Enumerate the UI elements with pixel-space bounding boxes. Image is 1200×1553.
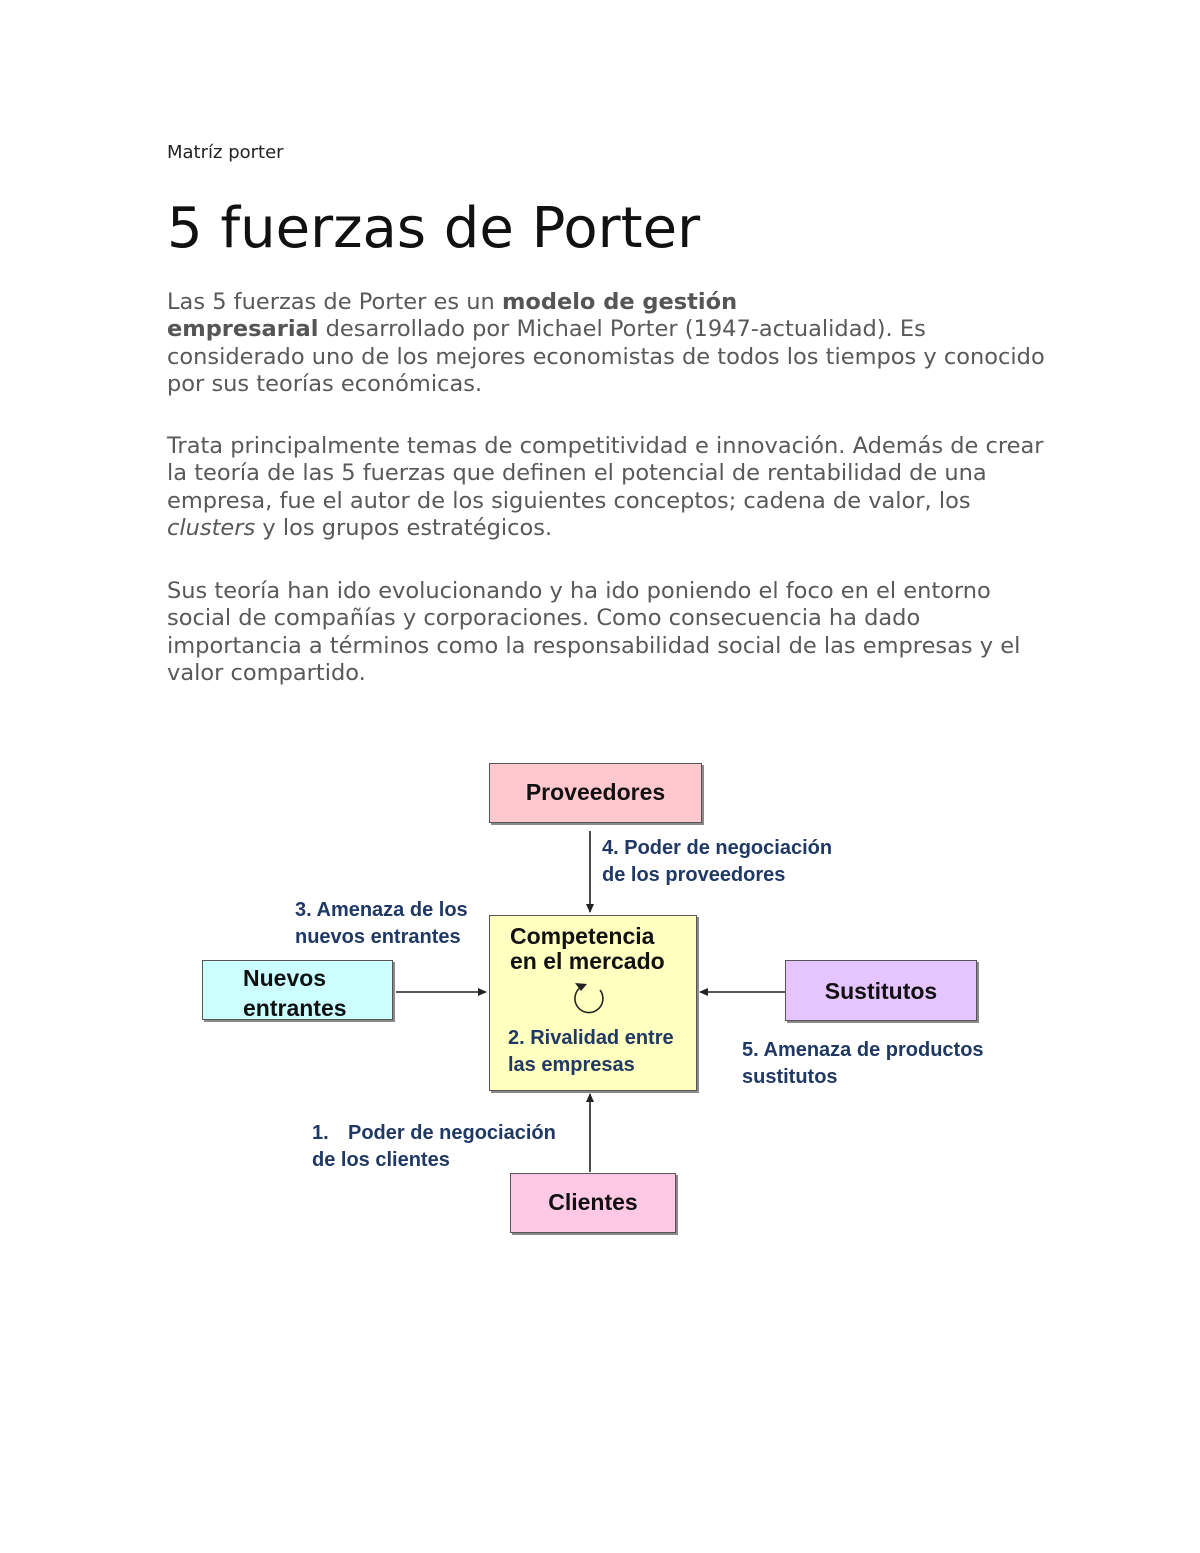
force-1-line-1: [312, 1120, 556, 1147]
rivalidad-line-2: las empresas: [508, 1054, 635, 1076]
competencia-label: [510, 924, 690, 974]
force-1-label: [312, 1120, 556, 1174]
force-1-line-2: de los clientes: [312, 1149, 450, 1171]
proveedores-label: Proveedores: [525, 779, 666, 805]
force-1-number: 1.: [312, 1122, 329, 1144]
force-4-label: [602, 835, 832, 889]
competencia-line-1: Competencia: [510, 923, 655, 949]
box-clientes: [510, 1173, 676, 1233]
rivalidad-label: [508, 1025, 693, 1079]
competencia-line-2: en el mercado: [510, 948, 665, 974]
force-5-line-2: sustitutos: [742, 1066, 838, 1088]
p2-text-c: y los grupos estratégicos.: [255, 514, 553, 541]
force-1-line-1-text: Poder de negociación: [348, 1122, 556, 1144]
p2-italic-clusters: clusters: [167, 514, 256, 541]
force-3-label: [295, 897, 468, 951]
force-5-line-1: 5. Amenaza de productos: [742, 1039, 984, 1061]
paragraph-teoria: Sus teoría han ido evolucionando y ha ido poniendo el foco en el entorno social de compañías y corporaciones. Como consecuencia ha dado importancia a términos como la responsabilidad social de las empresas y el valor compartido.: [167, 578, 1021, 686]
force-3-line-1: 3. Amenaza de los: [295, 899, 468, 921]
p1-text-c: desarrollado por Michael Porter (1947-actualidad). Es considerado uno de los mejores economistas de todos los tiempos y conocido por sus teorías económicas.: [167, 316, 1045, 397]
force-5-label: [742, 1037, 984, 1091]
force-3-line-2: nuevos entrantes: [295, 926, 461, 948]
p2-text-a: Trata principalmente temas de competitividad e innovación. Además de crear la teoría de las 5 fuerzas que definen el potencial de rentabilidad de una empresa, fue el autor de los siguientes conceptos; cadena de valor, los: [167, 433, 1044, 514]
document-header: Matríz porter: [167, 142, 284, 163]
nuevos-line-2: entrantes: [243, 995, 347, 1021]
clientes-label: Clientes: [548, 1189, 638, 1215]
p1-bold-2: empresarial: [167, 316, 319, 343]
force-4-line-1: 4. Poder de negociación: [602, 837, 833, 859]
page-title: 5 fuerzas de Porter: [167, 196, 701, 261]
p1-bold-1: modelo de gestión: [501, 289, 738, 315]
paragraph-competitividad: [167, 433, 1047, 542]
p1-text-a: Las 5 fuerzas de Porter es un: [167, 289, 502, 315]
nuevos-line-1: Nuevos: [243, 965, 327, 991]
box-nuevos-entrantes: [202, 960, 393, 1020]
force-4-line-2: de los proveedores: [602, 864, 786, 886]
nuevos-entrantes-label: [243, 963, 383, 1023]
cycle-arrow-icon: [567, 975, 615, 1023]
paragraph-intro: [167, 289, 1047, 398]
box-sustitutos: [785, 960, 977, 1021]
sustitutos-label: Sustitutos: [824, 978, 938, 1004]
rivalidad-line-1: 2. Rivalidad entre: [508, 1027, 674, 1049]
box-proveedores: [489, 763, 702, 823]
